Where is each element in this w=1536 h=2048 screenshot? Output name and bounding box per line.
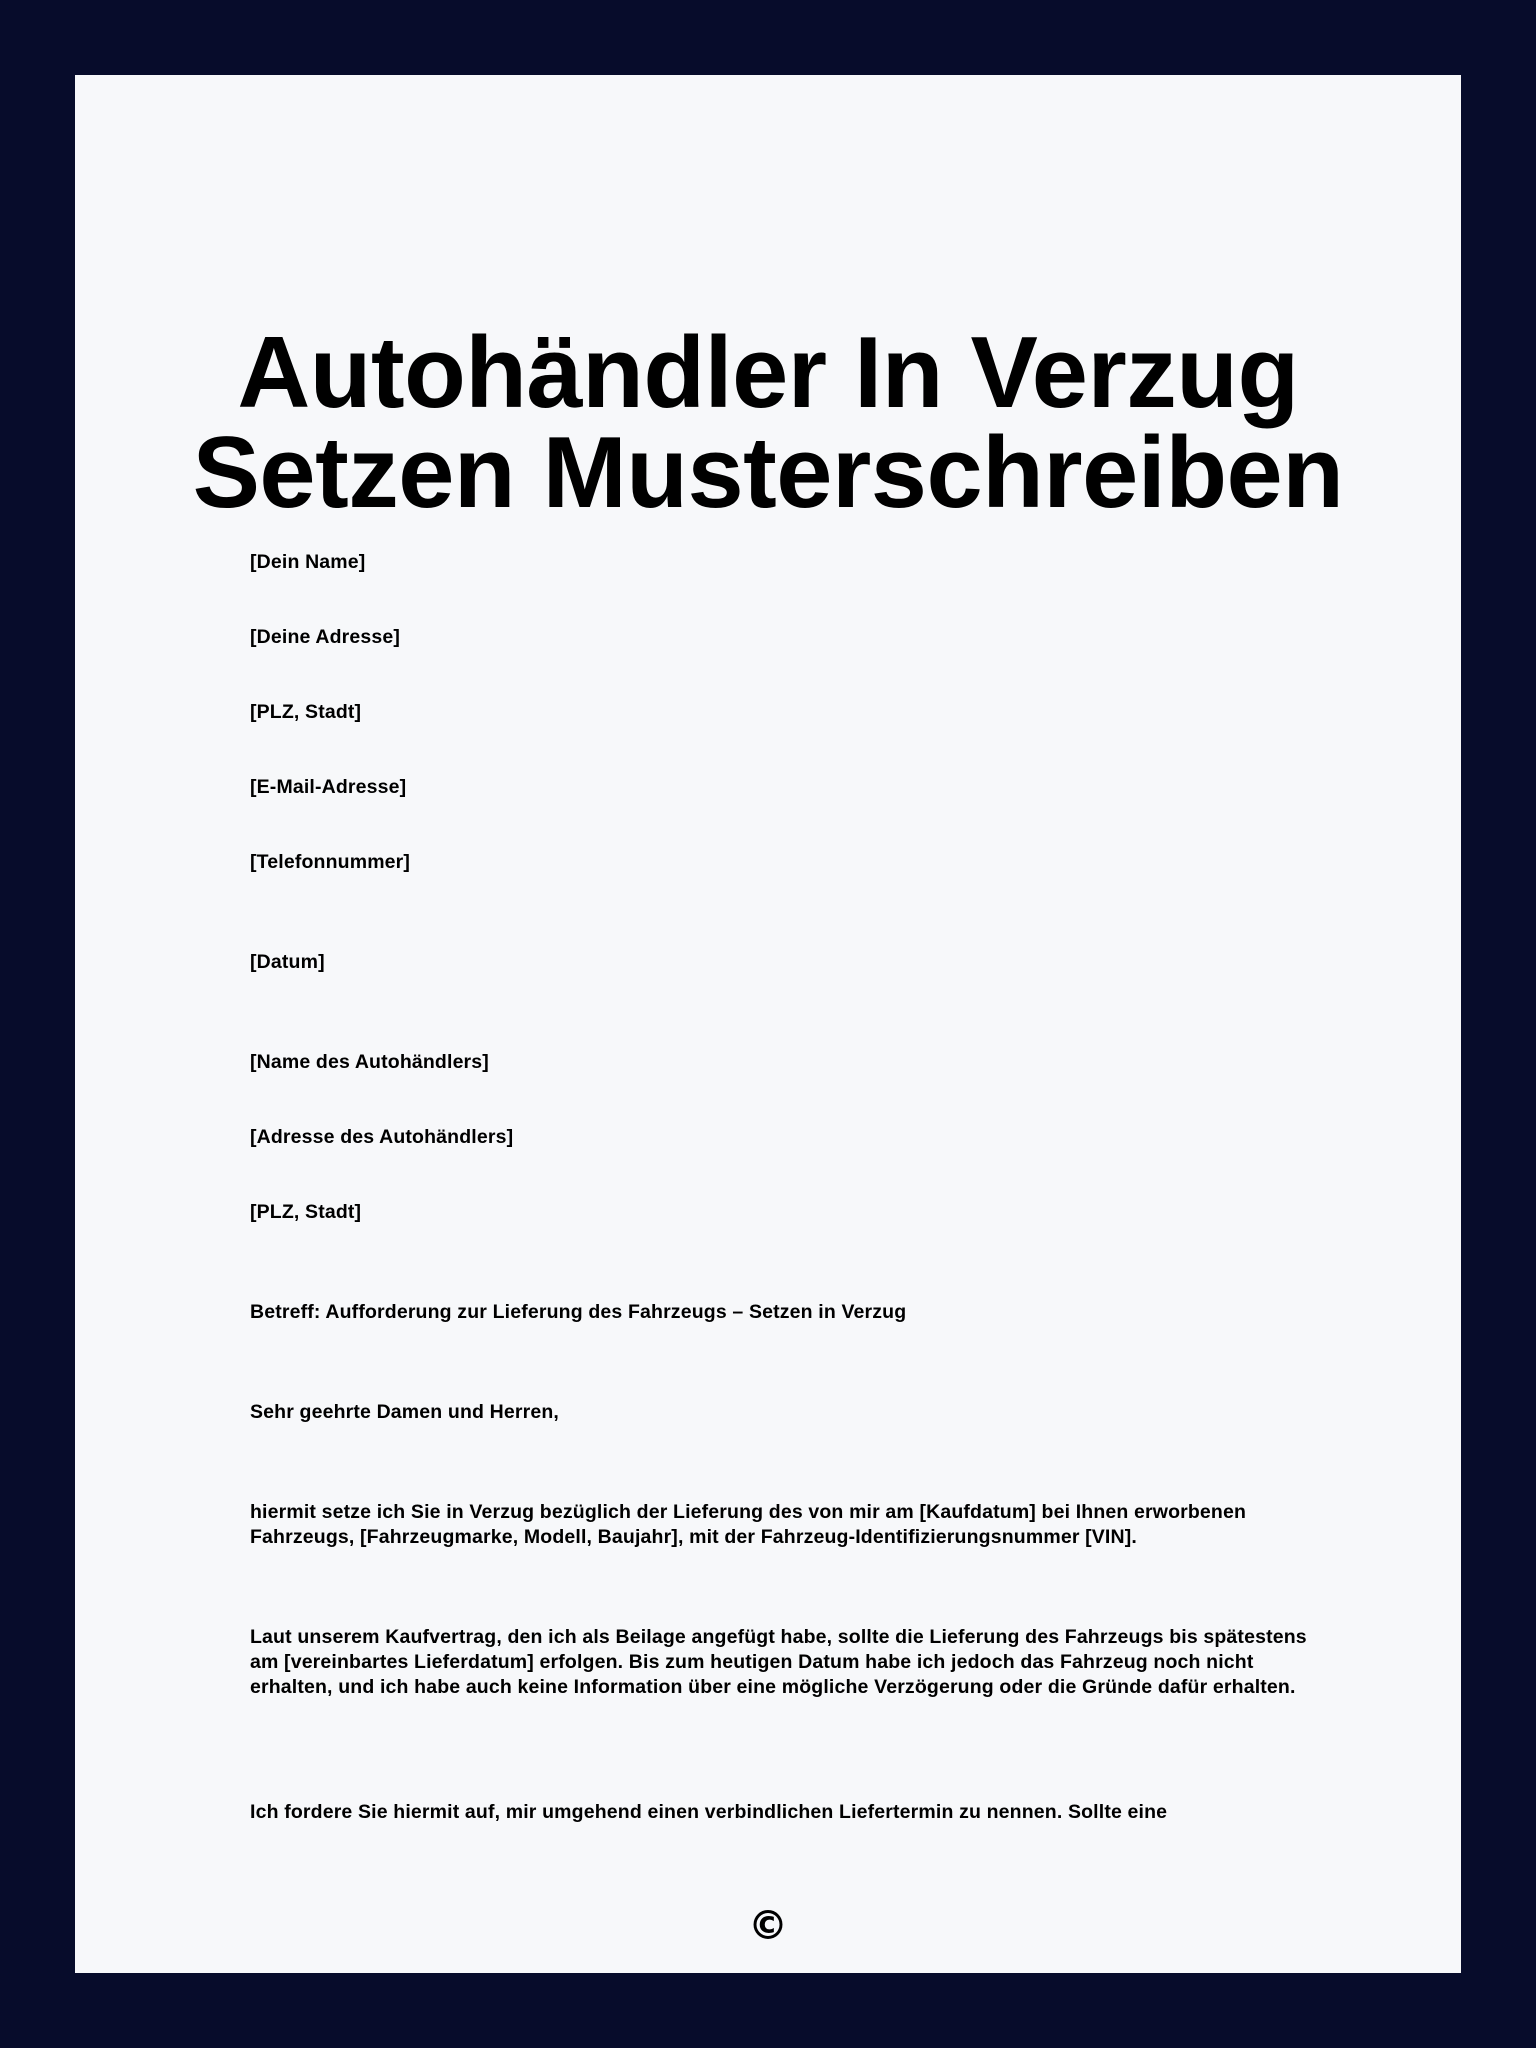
recipient-name: [Name des Autohändlers] <box>250 1051 489 1073</box>
body-paragraph: hiermit setze ich Sie in Verzug bezüglich der Lieferung des von mir am [Kaufdatum] bei Ihnen erworbenen Fahrzeugs, [Fahrzeugmarke, Modell, Baujahr], mit der Fahrzeug-Identifizierungsnummer [VIN]. <box>250 1501 1247 1548</box>
title-line-1: Autohändler In Verzug <box>237 317 1299 429</box>
sender-phone: [Telefonnummer] <box>250 851 411 873</box>
body-paragraph: Laut unserem Kaufvertrag, den ich als Beilage angefügt habe, sollte die Lieferung des Fahrzeugs bis spätestens am [vereinbartes Lieferdatum] erfolgen. Bis zum heutigen Datum habe ich jedoch das Fahrzeug noch nicht erhalten, und ich habe auch keine Information über eine mögliche Verzögerung oder die Gründe dafür erhalten. <box>250 1626 1307 1698</box>
title-line-2: Setzen Musterschreiben <box>192 417 1344 529</box>
body-paragraph: Ich fordere Sie hiermit auf, mir umgehend einen verbindlichen Liefertermin zu nennen. Sollte eine <box>250 1801 1168 1823</box>
recipient-address: [Adresse des Autohändlers] <box>250 1126 514 1148</box>
sender-name: [Dein Name] <box>250 551 366 573</box>
document-title <box>75 317 1461 529</box>
sender-city: [PLZ, Stadt] <box>250 701 362 723</box>
document-page <box>75 75 1461 1973</box>
letter-subject: Betreff: Aufforderung zur Lieferung des Fahrzeugs – Setzen in Verzug <box>250 1301 907 1323</box>
recipient-city: [PLZ, Stadt] <box>250 1201 362 1223</box>
letter-salutation: Sehr geehrte Damen und Herren, <box>250 1401 559 1423</box>
letter-date: [Datum] <box>250 951 325 973</box>
sender-address: [Deine Adresse] <box>250 626 400 648</box>
copyright-icon: © <box>748 1903 788 1949</box>
sender-email: [E-Mail-Adresse] <box>250 776 407 798</box>
